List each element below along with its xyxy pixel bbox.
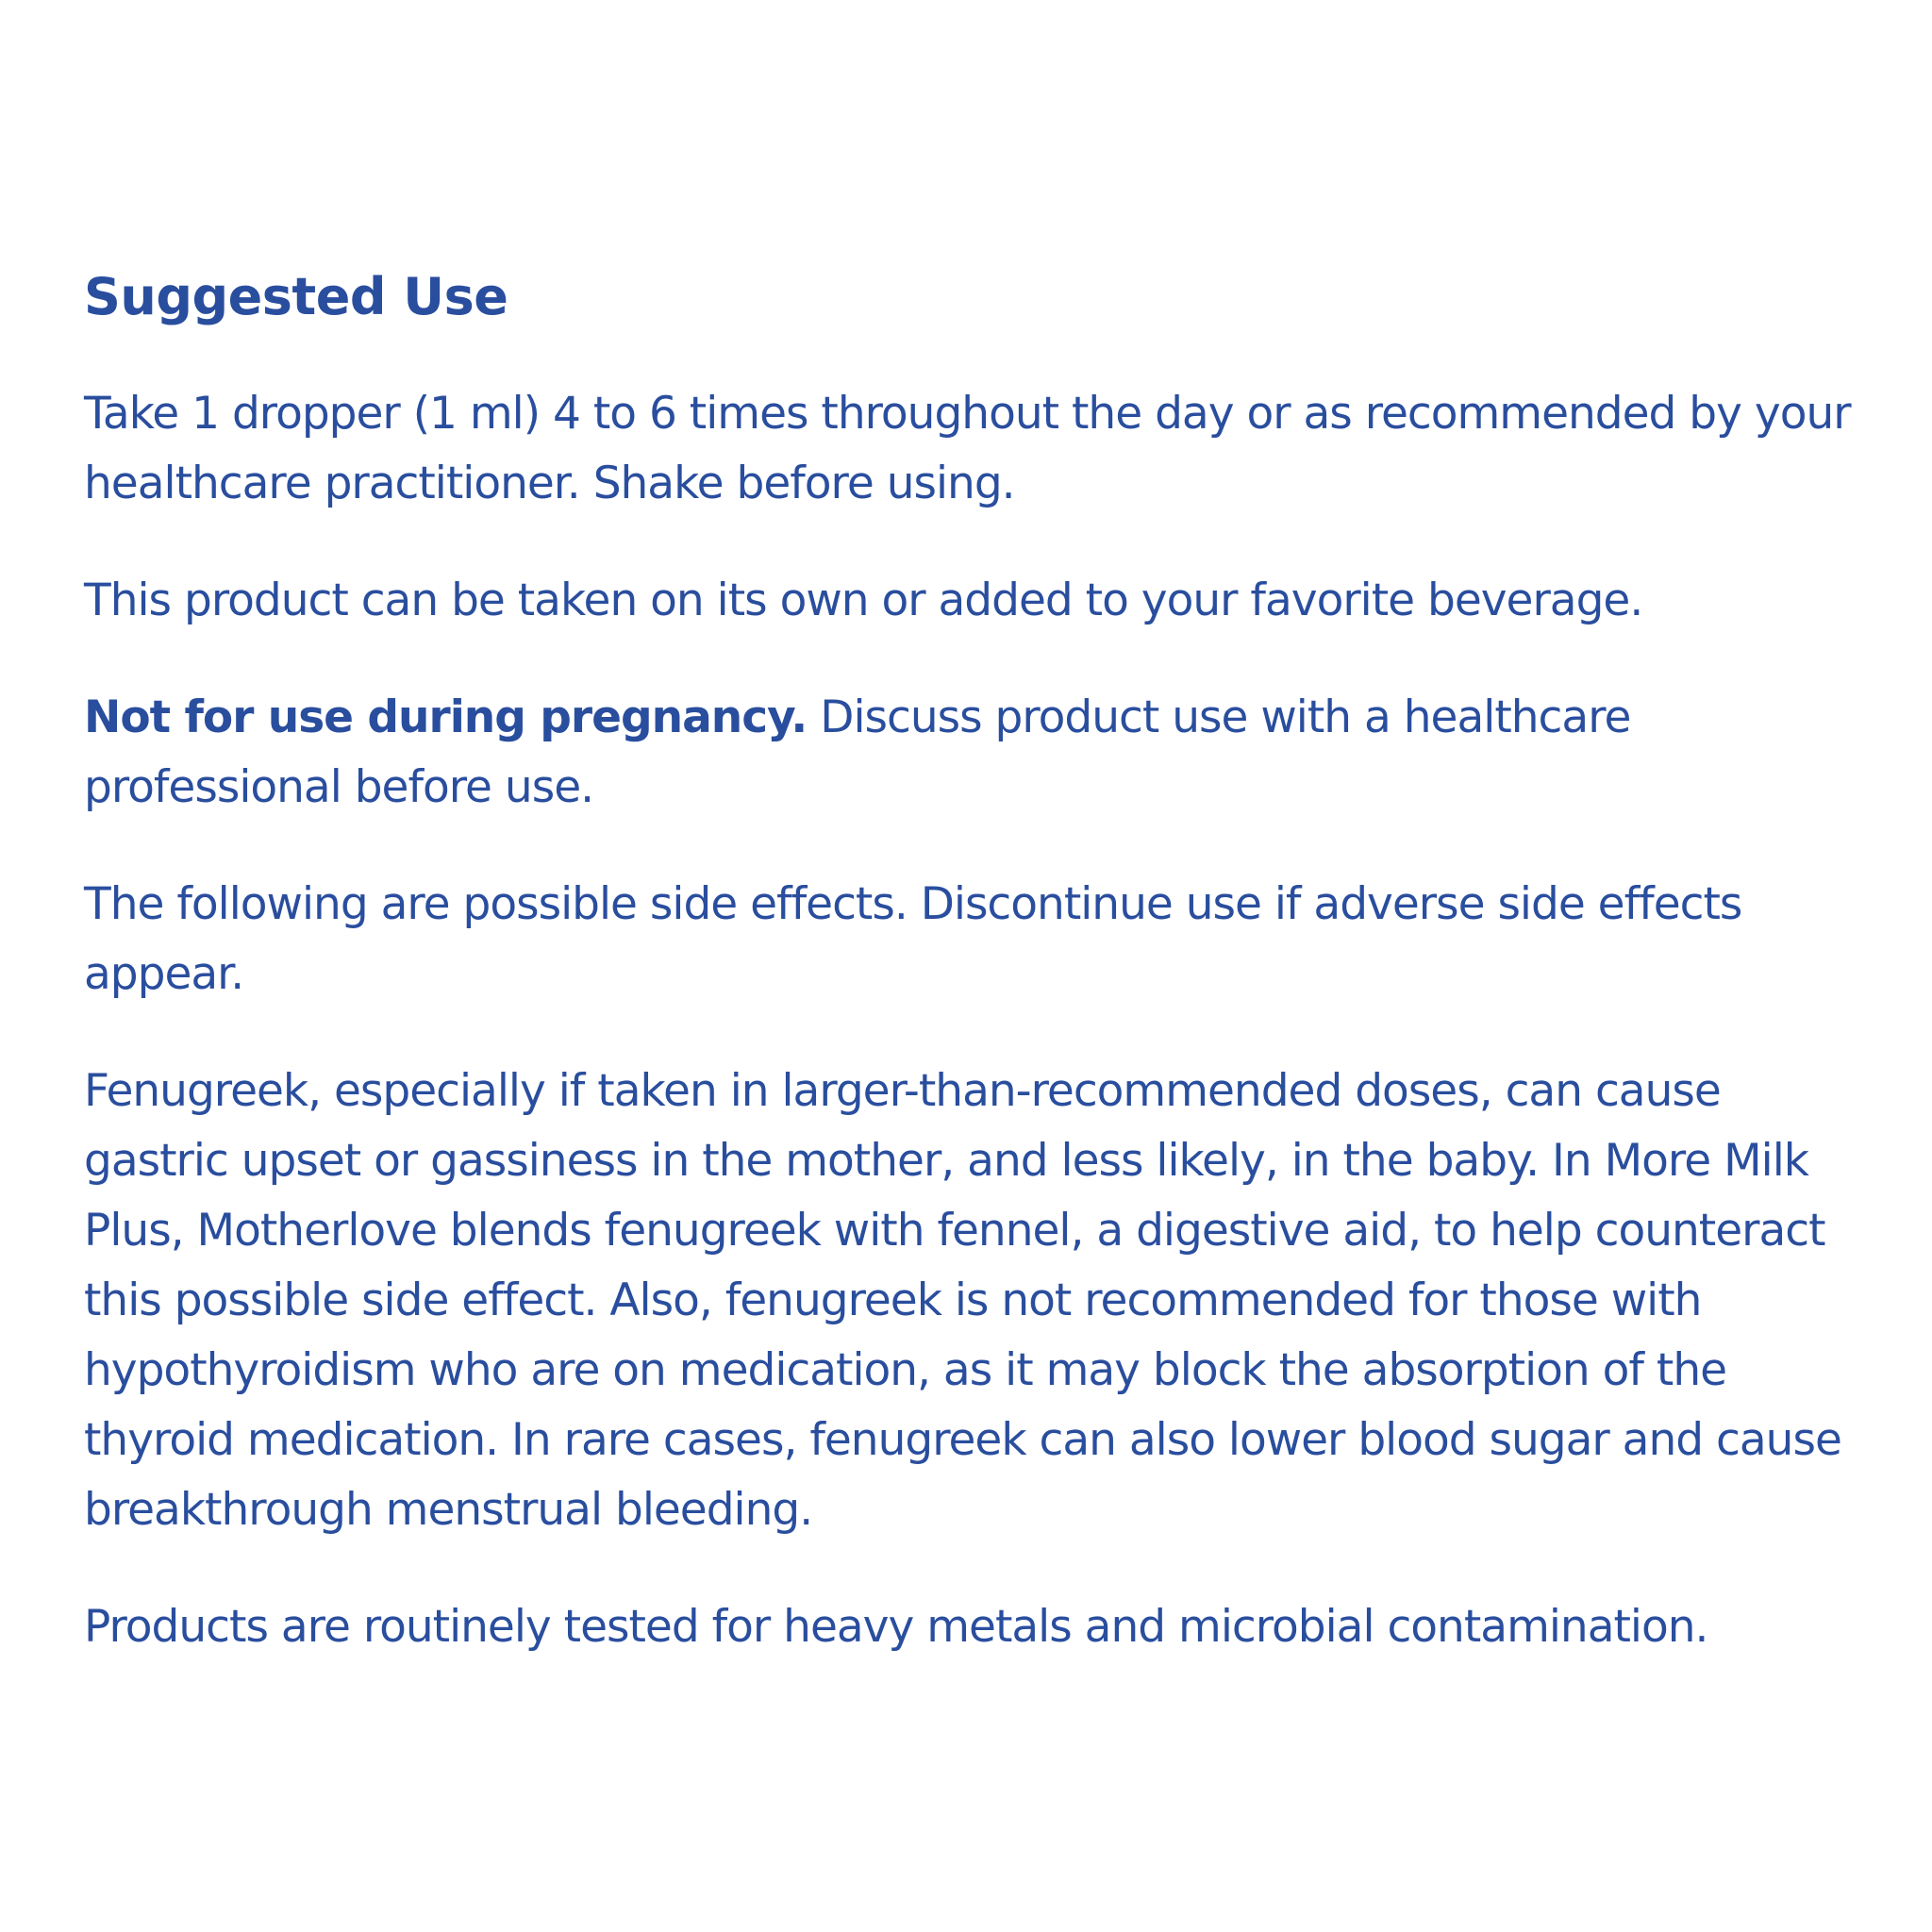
beverage-paragraph: This product can be taken on its own or added to your favorite beverage. — [84, 575, 1643, 626]
fenugreek-paragraph: Fenugreek, especially if taken in larger-than-recommended doses, can cause gastric upset or gassiness in the mother, and less likely, in the baby. In More Milk Plus, Motherlove blends fenugreek with fennel, a digestive aid, to help counteract this possible side effect. Also, fenugreek is not recommended for those with hypothyroidism who are on medication, as it may block the absorption of the thyroid medication. In rare cases, fenugreek can also lower blood sugar and cause breakthrough menstrual bleeding. — [84, 1065, 1841, 1536]
pregnancy-followup: Discuss product use with a healthcare professional before use. — [84, 691, 1631, 813]
side-effects-intro-paragraph: The following are possible side effects. Discontinue use if adverse side effects appear. — [84, 878, 1742, 1000]
testing-paragraph: Products are routinely tested for heavy metals and microbial contamination. — [84, 1601, 1708, 1653]
suggested-use-section — [84, 262, 1876, 1662]
pregnancy-warning: Not for use during pregnancy. — [84, 691, 808, 743]
pregnancy-paragraph — [84, 683, 1876, 823]
dosage-paragraph: Take 1 dropper (1 ml) 4 to 6 times throughout the day or as recommended by your healthcare practitioner. Shake before using. — [84, 388, 1851, 509]
section-heading: Suggested Use — [84, 267, 508, 326]
